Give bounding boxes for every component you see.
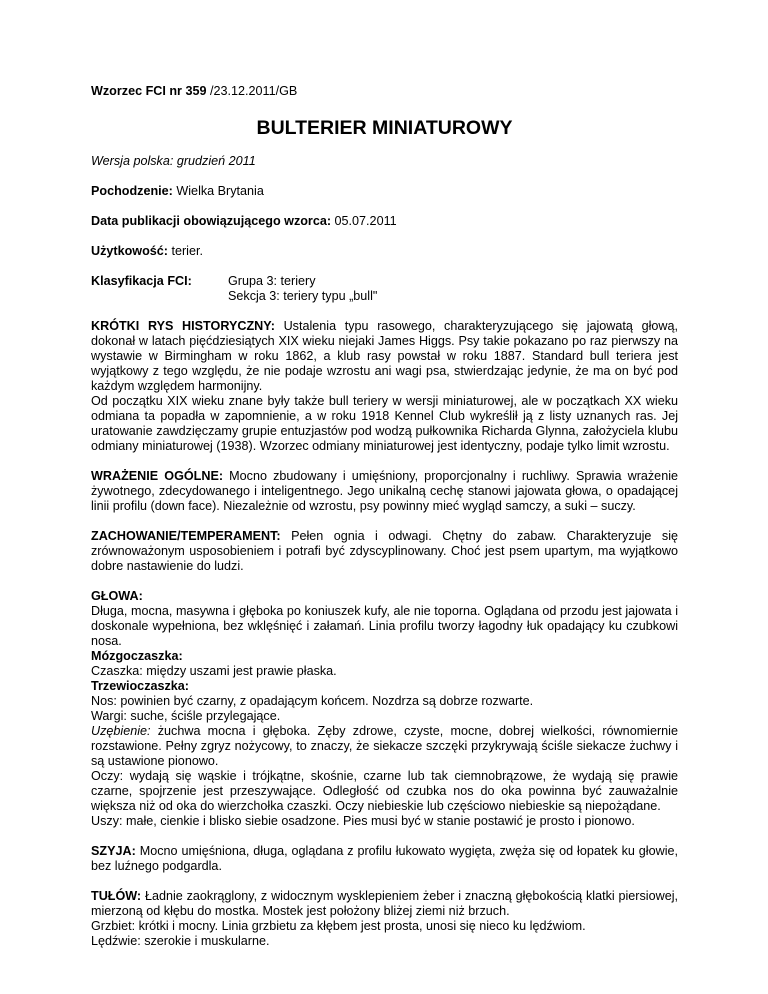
origin-line (91, 184, 678, 199)
teeth-label: Uzębienie: (91, 724, 151, 738)
ears-text: Uszy: małe, cienkie i blisko siebie osadzone. Pies musi być w stanie postawić je prosto i pionowo. (91, 814, 635, 828)
general-text: Mocno zbudowany i umięśniony, proporcjonalny i ruchliwy. Sprawia wrażenie żywotnego, zdecydowanego i inteligentnego. Jego unikalną cechę stanowi jajowata głowa, o opadającej linii profilu (down face). Niezależnie od wzrostu, psy powinny mieć wygląd samczy, a suki – suczy. (91, 469, 678, 513)
publication-label: Data publikacji obowiązującego wzorca: (91, 214, 332, 228)
classification-section: Sekcja 3: teriery typu „bull" (228, 289, 378, 303)
publication-value: 05.07.2011 (331, 214, 397, 228)
origin-value: Wielka Brytania (172, 184, 264, 198)
general-appearance-section (91, 469, 678, 514)
skull-text: Czaszka: między uszami jest prawie płaska. (91, 664, 337, 678)
history-text: Ustalenia typu rasowego, charakteryzującego się jajowatą głową, dokonał w latach pięćdziesiątych XIX wieku niejaki James Higgs. Psy takie pokazano po raz pierwszy na wystawie w Birmingham w roku 1862, a klub rasy powstał w roku 1887. Standard bull teriera jest wyjątkowy z tego względu, że nie podaje wzrostu ani wagi psa, stwierdzając jedynie, że ma on być pod każdym względem harmonijny. (91, 319, 678, 393)
reference-number: Wzorzec FCI nr 359 (91, 84, 207, 98)
neck-label: SZYJA: (91, 844, 136, 858)
history-section (91, 319, 678, 454)
classification-block (91, 274, 678, 304)
publication-line (91, 214, 678, 229)
behaviour-label: ZACHOWANIE/TEMPERAMENT: (91, 529, 281, 543)
breed-title: BULTERIER MINIATUROWY (256, 117, 513, 139)
origin-label: Pochodzenie: (91, 184, 173, 198)
utility-line (91, 244, 678, 259)
standard-document (91, 84, 678, 964)
lips-text: Wargi: suche, ściśle przylegające. (91, 709, 281, 723)
utility-value: terier. (167, 244, 203, 258)
version-line: Wersja polska: grudzień 2011 (91, 154, 256, 168)
classification-label: Klasyfikacja FCI: (91, 274, 192, 288)
loin-text: Lędźwie: szerokie i muskularne. (91, 934, 270, 948)
utility-label: Użytkowość: (91, 244, 168, 258)
body-label: TUŁÓW: (91, 889, 142, 903)
head-text: Długa, mocna, masywna i głęboka po koniuszek kufy, ale nie toporna. Oglądana od przodu jest jajowata i doskonale wypełniona, bez wklęśnięć i załamań. Linia profilu tworzy łagodny łuk opadający ku czubkowi nosa. (91, 604, 678, 648)
head-section (91, 589, 678, 829)
head-label: GŁOWA: (91, 589, 143, 603)
classification-group: Grupa 3: teriery (228, 274, 316, 288)
back-text: Grzbiet: krótki i mocny. Linia grzbietu za kłębem jest prosta, unosi się nieco ku lędźwiom. (91, 919, 586, 933)
reference-date: /23.12.2011/GB (206, 84, 298, 98)
behaviour-section (91, 529, 678, 574)
neck-text: Mocno umięśniona, długa, oglądana z profilu łukowato wygięta, zwęża się od łopatek ku głowie, bez luźnego podgardla. (91, 844, 678, 873)
general-label: WRAŻENIE OGÓLNE: (91, 469, 224, 483)
cranial-label: Mózgoczaszka: (91, 649, 183, 663)
nose-text: Nos: powinien być czarny, z opadającym końcem. Nozdrza są dobrze rozwarte. (91, 694, 534, 708)
neck-section (91, 844, 678, 874)
history-text-2: Od początku XIX wieku znane były także bull teriery w wersji miniaturowej, ale w początkach XX wieku odmiana ta popadła w zapomnienie, a w roku 1918 Kennel Club wykreślił ją z listy uznanych ras. Jej uratowanie zawdzięczamy grupie entuzjastów pod wodzą pułkownika Richarda Glynna, założyciela klubu odmiany miniaturowej (1938). Wzorzec odmiany miniaturowej jest identyczny, podaje tylko limit wzrostu. (91, 394, 678, 453)
facial-label: Trzewioczaszka: (91, 679, 189, 693)
history-label: KRÓTKI RYS HISTORYCZNY: (91, 319, 275, 333)
body-section (91, 889, 678, 949)
body-text: Ładnie zaokrąglony, z widocznym wysklepieniem żeber i znaczną głębokością klatki piersiowej, mierzoną od kłębu do mostka. Mostek jest położony bliżej ziemi niż brzuch. (91, 889, 678, 918)
behaviour-text: Pełen ognia i odwagi. Chętny do zabaw. Charakteryzuje się zrównoważonym usposobieniem i potrafi być zdyscyplinowany. Choć jest psem upartym, ma wyjątkowo dobre nastawienie do ludzi. (91, 529, 678, 573)
standard-reference (91, 84, 678, 99)
eyes-text: Oczy: wydają się wąskie i trójkątne, skośnie, czarne lub tak ciemnobrązowe, że wydają się prawie czarne, spojrzenie jest przeszywające. Odległość od czubka nos do oka powinna być zauważalnie większa niż od oka do wierzchołka czaszki. Oczy niebieskie lub częściowo niebieskie są niepożądane. (91, 769, 678, 813)
teeth-text: żuchwa mocna i głęboka. Zęby zdrowe, czyste, mocne, dobrej wielkości, równomiernie rozstawione. Pełny zgryz nożycowy, to znaczy, że siekacze szczęki przykrywają ściśle siekacze żuchwy i są ustawione pionowo. (91, 724, 678, 768)
